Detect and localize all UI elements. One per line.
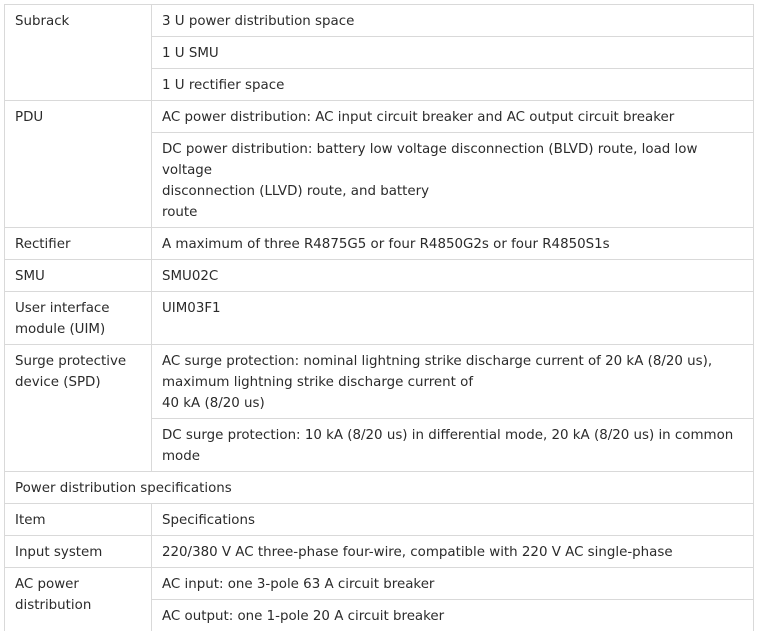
row-label-input-system: Input system bbox=[5, 536, 152, 568]
spd-dc-line-1: DC surge protection: 10 kA (8/20 us) in differential mode, 20 kA (8/20 us) in common bbox=[162, 425, 743, 446]
smu-value: SMU02C bbox=[152, 260, 754, 292]
specifications-table bbox=[4, 4, 754, 631]
table-row bbox=[5, 568, 754, 600]
column-header-specifications: Specifications bbox=[152, 504, 754, 536]
table-row bbox=[5, 472, 754, 504]
spd-dc-value bbox=[152, 419, 754, 472]
pdu-dc-line-3: route bbox=[162, 202, 743, 223]
table-row bbox=[5, 260, 754, 292]
row-label-ac-power-distribution bbox=[5, 568, 152, 631]
table-row bbox=[5, 345, 754, 419]
table-row bbox=[5, 228, 754, 260]
uim-label-line-1: User interface bbox=[15, 298, 141, 319]
row-label-uim bbox=[5, 292, 152, 345]
section-title: Power distribution specifications bbox=[5, 472, 754, 504]
subrack-value-1: 3 U power distribution space bbox=[152, 5, 754, 37]
spd-ac-line-2: maximum lightning strike discharge current of bbox=[162, 372, 743, 393]
spd-ac-value bbox=[152, 345, 754, 419]
uim-label-line-2: module (UIM) bbox=[15, 319, 141, 340]
column-header-item: Item bbox=[5, 504, 152, 536]
spd-label-line-2: device (SPD) bbox=[15, 372, 141, 393]
spd-label-line-1: Surge protective bbox=[15, 351, 141, 372]
ac-power-label-line-2: distribution bbox=[15, 595, 141, 616]
row-label-spd bbox=[5, 345, 152, 472]
table-row bbox=[5, 5, 754, 37]
rectifier-value: A maximum of three R4875G5 or four R4850G2s or four R4850S1s bbox=[152, 228, 754, 260]
subrack-value-2: 1 U SMU bbox=[152, 37, 754, 69]
subrack-value-3: 1 U rectifier space bbox=[152, 69, 754, 101]
spd-ac-line-3: 40 kA (8/20 us) bbox=[162, 393, 743, 414]
table-row bbox=[5, 101, 754, 133]
uim-value: UIM03F1 bbox=[152, 292, 754, 345]
ac-power-label-line-1: AC power bbox=[15, 574, 141, 595]
ac-output-value: AC output: one 1-pole 20 A circuit breaker bbox=[152, 600, 754, 631]
row-label-subrack: Subrack bbox=[5, 5, 152, 101]
ac-input-value: AC input: one 3-pole 63 A circuit breaker bbox=[152, 568, 754, 600]
row-label-pdu: PDU bbox=[5, 101, 152, 228]
spd-dc-line-2: mode bbox=[162, 446, 743, 467]
pdu-ac-value: AC power distribution: AC input circuit breaker and AC output circuit breaker bbox=[152, 101, 754, 133]
table-row bbox=[5, 504, 754, 536]
input-system-value: 220/380 V AC three-phase four-wire, compatible with 220 V AC single-phase bbox=[152, 536, 754, 568]
row-label-smu: SMU bbox=[5, 260, 152, 292]
table-row bbox=[5, 536, 754, 568]
table-row bbox=[5, 292, 754, 345]
spd-ac-line-1: AC surge protection: nominal lightning strike discharge current of 20 kA (8/20 us), bbox=[162, 351, 743, 372]
row-label-rectifier: Rectifier bbox=[5, 228, 152, 260]
pdu-dc-line-2: disconnection (LLVD) route, and battery bbox=[162, 181, 743, 202]
pdu-dc-line-1: DC power distribution: battery low voltage disconnection (BLVD) route, load low voltage bbox=[162, 139, 743, 181]
pdu-dc-value bbox=[152, 133, 754, 228]
